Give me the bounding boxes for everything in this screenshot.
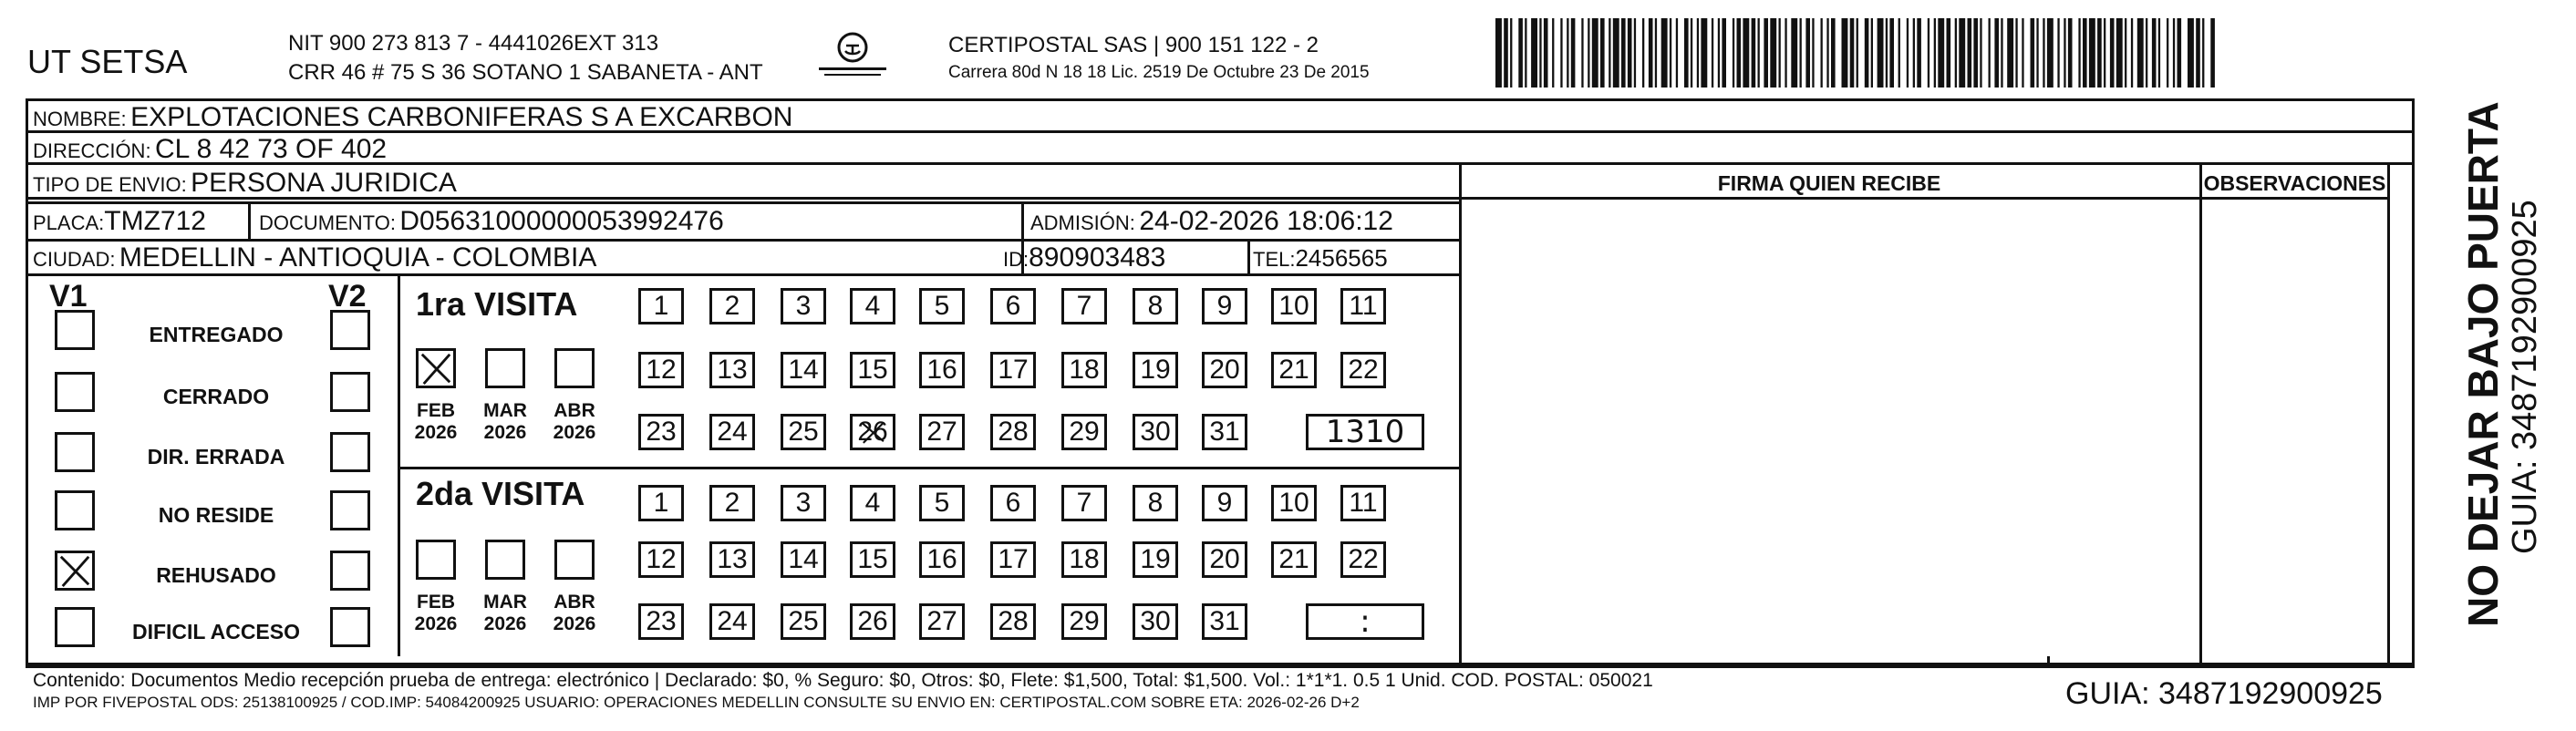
day-box[interactable]: 23 xyxy=(638,603,684,640)
v2-checkbox[interactable] xyxy=(330,551,370,591)
v2-checkbox[interactable] xyxy=(330,432,370,472)
visit-title: 1ra VISITA xyxy=(416,285,578,323)
day-box[interactable]: 2 xyxy=(709,485,755,521)
month-checkbox[interactable] xyxy=(554,348,595,388)
day-box[interactable]: 5 xyxy=(919,485,965,521)
footer-guia: GUIA: 3487192900925 xyxy=(2065,676,2383,711)
ciudad-label: CIUDAD: xyxy=(33,248,116,271)
year-label: 2026 xyxy=(553,613,596,634)
status-label: DIFICIL ACCESO xyxy=(131,620,300,643)
day-box[interactable]: 25 xyxy=(781,603,826,640)
certipostal-logo-icon xyxy=(812,27,894,82)
day-box[interactable]: 1 xyxy=(638,288,684,324)
day-box[interactable]: 29 xyxy=(1061,414,1107,450)
id-label: ID: xyxy=(1003,248,1029,271)
day-box[interactable]: 24 xyxy=(709,414,755,450)
day-box[interactable]: 2 xyxy=(709,288,755,324)
year-label: 2026 xyxy=(414,613,458,634)
month-label: MAR xyxy=(483,592,527,613)
side-guia: GUIA: 3487192900925 xyxy=(2506,200,2544,554)
placa-row xyxy=(33,208,206,235)
year-label: 2026 xyxy=(483,613,527,634)
month-label: FEB xyxy=(417,592,455,613)
tipo-envio-row xyxy=(33,170,457,197)
day-box[interactable]: 13 xyxy=(709,541,755,578)
day-box[interactable]: 8 xyxy=(1133,288,1178,324)
day-box[interactable]: 31 xyxy=(1202,603,1247,640)
status-label: NO RESIDE xyxy=(158,503,274,527)
day-box[interactable]: 16 xyxy=(919,352,965,388)
day-box[interactable]: 29 xyxy=(1061,603,1107,640)
tel-value: 2456565 xyxy=(1295,244,1388,272)
day-box[interactable]: 4 xyxy=(850,288,895,324)
day-box[interactable]: 19 xyxy=(1133,352,1178,388)
day-box[interactable]: 1 xyxy=(638,485,684,521)
month-label: MAR xyxy=(483,400,527,421)
time-box[interactable]: 1310 xyxy=(1306,414,1424,450)
documento-value: D05631000000053992476 xyxy=(399,206,724,236)
direccion-label: DIRECCIÓN: xyxy=(33,139,151,162)
day-box[interactable]: 11 xyxy=(1340,288,1386,324)
day-box[interactable]: 19 xyxy=(1133,541,1178,578)
day-box[interactable]: 17 xyxy=(990,352,1036,388)
nombre-row xyxy=(33,104,792,131)
day-box[interactable]: 28 xyxy=(990,603,1036,640)
day-box[interactable]: 26 xyxy=(850,414,895,450)
status-label: CERRADO xyxy=(162,385,270,408)
company-address: CRR 46 # 75 S 36 SOTANO 1 SABANETA - ANT xyxy=(288,60,763,85)
company-nit: NIT 900 273 813 7 - 4441026EXT 313 xyxy=(288,31,659,56)
firma-header: FIRMA QUIEN RECIBE xyxy=(1717,171,1941,195)
placa-label: PLACA: xyxy=(33,211,105,234)
day-box[interactable]: 8 xyxy=(1133,485,1178,521)
certipostal-info: CERTIPOSTAL SAS | 900 151 122 - 2 xyxy=(948,33,1319,57)
day-box[interactable]: 27 xyxy=(919,414,965,450)
admision-label: ADMISIÓN: xyxy=(1030,211,1135,234)
v2-checkbox[interactable] xyxy=(330,490,370,530)
year-label: 2026 xyxy=(414,422,458,443)
day-box[interactable]: 20 xyxy=(1202,541,1247,578)
nombre-label: NOMBRE: xyxy=(33,108,127,130)
month-checkbox[interactable] xyxy=(416,348,456,388)
status-label: REHUSADO xyxy=(156,563,276,587)
admision-value: 24-02-2026 18:06:12 xyxy=(1139,206,1393,236)
month-checkbox[interactable] xyxy=(485,540,525,580)
documento-label: DOCUMENTO: xyxy=(259,211,396,234)
v2-checkbox[interactable] xyxy=(330,372,370,412)
day-box[interactable]: 3 xyxy=(781,485,826,521)
company-name: UT SETSA xyxy=(27,43,188,80)
day-box[interactable]: 9 xyxy=(1202,288,1247,324)
day-box[interactable]: 14 xyxy=(781,352,826,388)
day-box[interactable]: 30 xyxy=(1133,603,1178,640)
day-box[interactable]: 9 xyxy=(1202,485,1247,521)
month-checkbox[interactable] xyxy=(416,540,456,580)
month-checkbox[interactable] xyxy=(485,348,525,388)
day-box[interactable]: 16 xyxy=(919,541,965,578)
v2-checkbox[interactable] xyxy=(330,310,370,350)
day-box[interactable]: 15 xyxy=(850,352,895,388)
day-box[interactable]: 11 xyxy=(1340,485,1386,521)
observaciones-header: OBSERVACIONES xyxy=(2203,171,2386,195)
day-box[interactable]: 10 xyxy=(1271,288,1317,324)
month-label: FEB xyxy=(417,400,455,421)
footer-contenido: Contenido: Documentos Medio recepción prueba de entrega: electrónico | Declarado: $0, % Seguro: $0, Otros: $0, Flete: $1,500, Total: $1,500. Vol.: 1*1*1. 0.5 1 Unid. COD. POSTAL: 050021 xyxy=(33,670,1653,691)
side-warning: NO DEJAR BAJO PUERTA xyxy=(2459,101,2507,627)
barcode xyxy=(1495,18,2225,88)
visit-title: 2da VISITA xyxy=(416,475,585,512)
tel-label: TEL: xyxy=(1253,248,1296,271)
day-box[interactable]: 12 xyxy=(638,541,684,578)
v2-checkbox[interactable] xyxy=(330,607,370,647)
month-label: ABR xyxy=(553,400,595,421)
day-box[interactable]: 28 xyxy=(990,414,1036,450)
day-box[interactable]: 18 xyxy=(1061,352,1107,388)
side-panel xyxy=(2426,98,2576,665)
v1-checkbox[interactable] xyxy=(55,372,95,412)
day-box[interactable]: 31 xyxy=(1202,414,1247,450)
status-label: DIR. ERRADA xyxy=(147,445,285,468)
day-box[interactable]: 23 xyxy=(638,414,684,450)
tel-row xyxy=(1253,246,1388,270)
day-box[interactable]: 5 xyxy=(919,288,965,324)
direccion-value: CL 8 42 73 OF 402 xyxy=(155,134,388,164)
status-label: ENTREGADO xyxy=(149,323,284,346)
day-box[interactable]: 14 xyxy=(781,541,826,578)
day-box[interactable]: 17 xyxy=(990,541,1036,578)
day-box[interactable]: 4 xyxy=(850,485,895,521)
day-box[interactable]: 22 xyxy=(1340,352,1386,388)
id-value: 890903483 xyxy=(1029,242,1166,273)
day-box[interactable]: 3 xyxy=(781,288,826,324)
day-box[interactable]: 12 xyxy=(638,352,684,388)
month-label: ABR xyxy=(553,592,595,613)
tipo-envio-value: PERSONA JURIDICA xyxy=(191,168,457,198)
day-box[interactable]: 21 xyxy=(1271,352,1317,388)
day-box[interactable]: 13 xyxy=(709,352,755,388)
id-row xyxy=(1003,244,1165,272)
v1-checkbox[interactable] xyxy=(55,310,95,350)
month-checkbox[interactable] xyxy=(554,540,595,580)
day-box[interactable]: 20 xyxy=(1202,352,1247,388)
day-box[interactable]: 6 xyxy=(990,485,1036,521)
v1-header: V1 xyxy=(49,279,88,314)
v1-checkbox[interactable] xyxy=(55,490,95,530)
certipostal-address: Carrera 80d N 18 18 Lic. 2519 De Octubre 23 De 2015 xyxy=(948,63,1370,82)
admision-row xyxy=(1030,208,1393,235)
footer-imp: IMP POR FIVEPOSTAL ODS: 25138100925 / COD.IMP: 54084200925 USUARIO: OPERACIONES MEDELLIN CONSULTE SU ENVIO EN: CERTIPOSTAL.COM SOBRE ETA: 2026-02-26 D+2 xyxy=(33,694,1360,711)
day-box[interactable]: 26 xyxy=(850,603,895,640)
day-box[interactable]: 15 xyxy=(850,541,895,578)
day-box[interactable]: 27 xyxy=(919,603,965,640)
day-box[interactable]: 6 xyxy=(990,288,1036,324)
placa-value: TMZ712 xyxy=(104,206,206,236)
day-box[interactable]: 30 xyxy=(1133,414,1178,450)
day-box[interactable]: 22 xyxy=(1340,541,1386,578)
day-box[interactable]: 7 xyxy=(1061,288,1107,324)
day-box[interactable]: 18 xyxy=(1061,541,1107,578)
day-box[interactable]: 21 xyxy=(1271,541,1317,578)
v1-checkbox[interactable] xyxy=(55,551,95,591)
tipo-envio-label: TIPO DE ENVIO: xyxy=(33,173,187,196)
year-label: 2026 xyxy=(553,422,596,443)
day-box[interactable]: 25 xyxy=(781,414,826,450)
direccion-row xyxy=(33,136,387,163)
documento-row xyxy=(259,208,724,235)
year-label: 2026 xyxy=(483,422,527,443)
nombre-value: EXPLOTACIONES CARBONIFERAS S A EXCARBON xyxy=(130,102,793,132)
day-box[interactable]: 7 xyxy=(1061,485,1107,521)
v2-header: V2 xyxy=(328,279,367,314)
day-box[interactable]: 24 xyxy=(709,603,755,640)
v1-checkbox[interactable] xyxy=(55,432,95,472)
ciudad-row xyxy=(33,244,596,272)
day-box[interactable]: 10 xyxy=(1271,485,1317,521)
v1-checkbox[interactable] xyxy=(55,607,95,647)
ciudad-value: MEDELLIN - ANTIOQUIA - COLOMBIA xyxy=(119,242,597,273)
time-box[interactable]: : xyxy=(1306,603,1424,640)
